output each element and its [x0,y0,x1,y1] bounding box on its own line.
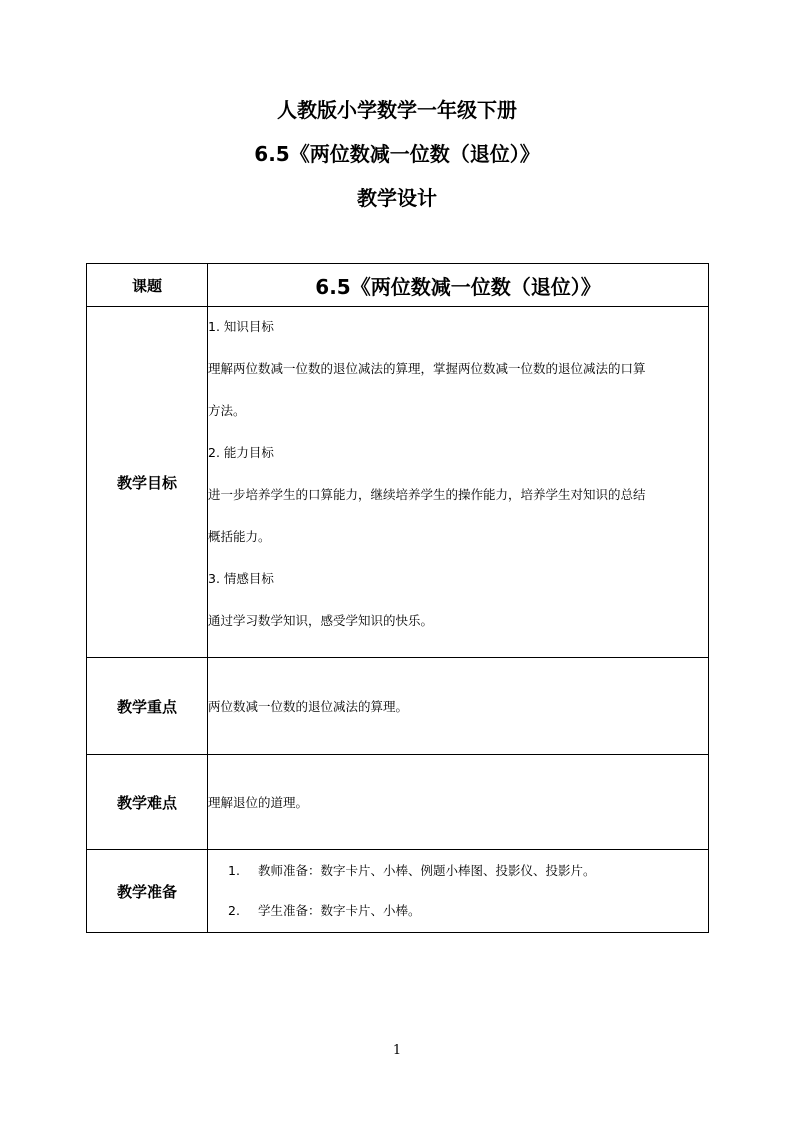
label-difficulty: 教学难点 [87,755,208,850]
title-textbook: 人教版小学数学一年级下册 [277,98,517,122]
prep-item-text: 教师准备：数字卡片、小棒、例题小棒图、投影仪、投影片。 [258,862,596,878]
goal-text-emotion: 通过学习数学知识，感受学知识的快乐。 [208,613,434,628]
table-row-goals [87,307,709,658]
table-row-title [87,264,709,307]
title-lesson: 6.5《两位数减一位数（退位）》 [254,142,540,166]
label-preparation: 教学准备 [87,850,208,933]
goal-text-knowledge-1: 理解两位数减一位数的退位减法的算理，掌握两位数减一位数的退位减法的口算 [208,361,646,376]
prep-item-number: 1. [228,862,240,878]
goal-text-knowledge-2: 方法。 [208,403,246,418]
page-number: 1 [392,1043,402,1058]
value-difficulty: 理解退位的道理。 [208,755,709,850]
label-goals: 教学目标 [87,307,208,658]
goal-text-ability-2: 概括能力。 [208,529,271,544]
prep-item-text: 学生准备：数字卡片、小棒。 [258,902,421,918]
lesson-plan-table [86,263,709,933]
list-item [208,862,708,905]
prep-item-number: 2. [228,902,240,918]
list-item [208,902,708,918]
goal-heading-ability: 2. 能力目标 [208,445,274,460]
preparation-content [208,850,709,933]
value-title: 6.5《两位数减一位数（退位）》 [208,264,709,307]
goal-heading-knowledge: 1. 知识目标 [208,319,274,334]
title-design: 教学设计 [357,186,437,210]
goals-content [208,307,709,658]
value-key-point: 两位数减一位数的退位减法的算理。 [208,658,709,755]
label-key-point: 教学重点 [87,658,208,755]
document-title-block [0,100,794,232]
table-row-preparation [87,850,709,933]
label-title: 课题 [87,264,208,307]
table-row-key-point [87,658,709,755]
goal-heading-emotion: 3. 情感目标 [208,571,274,586]
goal-text-ability-1: 进一步培养学生的口算能力，继续培养学生的操作能力，培养学生对知识的总结 [208,487,646,502]
table-row-difficulty [87,755,709,850]
